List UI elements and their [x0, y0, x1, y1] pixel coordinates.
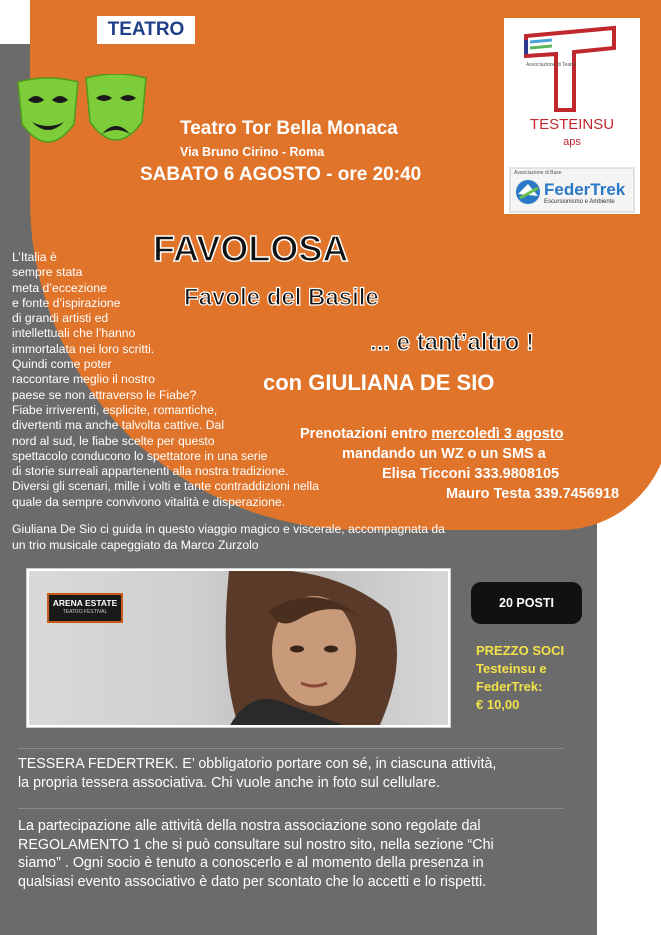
- booking-contact-2: Mauro Testa 339.7456918: [446, 486, 620, 502]
- arena-logo-line1: ARENA ESTATE: [52, 598, 118, 608]
- show-title: FAVOLOSA: [153, 228, 349, 269]
- regolamento-line: La partecipazione alle attività della nostra associazione sono regolate dal: [18, 818, 481, 834]
- price-line: PREZZO SOCI: [476, 643, 565, 658]
- booking-contact-1: Elisa Ticconi 333.9808105: [382, 466, 560, 482]
- federtrek-sub: Escursionismo e Ambiente: [544, 199, 615, 205]
- price-line: € 10,00: [476, 697, 520, 712]
- booking-info: [300, 424, 619, 504]
- divider: [18, 808, 563, 809]
- booking-deadline: [300, 424, 619, 444]
- venue-address: Via Bruno Cirino - Roma: [180, 145, 325, 159]
- divider: [18, 748, 563, 749]
- federtrek-small: Associazione di Base: [514, 170, 562, 176]
- show-subtitle: Favole del Basile: [184, 284, 379, 311]
- photo-image: [29, 571, 448, 725]
- theatre-masks-icon: [12, 74, 152, 164]
- intro-line: paese se non attraverso le Fiabe?: [12, 387, 197, 402]
- intro-line: nord al sud, le fiabe scelte per questo: [12, 433, 215, 448]
- actress-photo: [26, 568, 451, 728]
- intro-line: e fonte d’ispirazione: [12, 295, 121, 310]
- show-subtitle-2: ... e tant’altro !: [370, 329, 535, 356]
- intro-line: immortalata nei loro scritti.: [12, 341, 155, 356]
- intro-line: raccontare meglio il nostro: [12, 372, 155, 387]
- federtrek-name: FederTrek: [544, 180, 626, 199]
- regolamento-line: qualsiasi evento associativo è dato per scontato che lo accetti e lo rispetti.: [18, 873, 487, 890]
- testeinsu-small: Associazione di Teatro: [526, 62, 576, 68]
- price-info: [476, 642, 564, 714]
- arena-estate-logo: [47, 593, 123, 623]
- intro-line: intellettuali che l’hanno: [12, 326, 136, 341]
- booking-prefix: Prenotazioni entro: [300, 426, 432, 442]
- tessera-notice: [18, 755, 496, 792]
- arena-logo-line2: TEATRO FESTIVAL: [62, 609, 108, 615]
- price-line: FederTrek:: [476, 679, 543, 694]
- event-date: SABATO 6 AGOSTO - ore 20:40: [140, 164, 422, 185]
- tessera-line: TESSERA FEDERTREK. E’ obbligatorio portare con sé, in ciascuna attività,: [18, 756, 497, 772]
- booking-method: mandando un WZ o un SMS a: [342, 446, 546, 462]
- booking-deadline-date: mercoledì 3 agosto: [431, 426, 564, 442]
- seats-badge: 20 POSTI: [471, 582, 582, 624]
- tessera-line: la propria tessera associativa. Chi vuole anche in foto sul cellulare.: [18, 774, 440, 791]
- intro-line: sempre stata: [12, 265, 83, 280]
- guide-line: un trio musicale capeggiato da Marco Zurzolo: [12, 538, 259, 552]
- intro-line: L’Italia è: [12, 250, 57, 264]
- intro-line: spettacolo conducono lo spettatore in una serie: [12, 448, 268, 463]
- regolamento-notice: [18, 817, 494, 891]
- regolamento-line: siamo” . Ogni socio è tenuto a conoscerlo e al momento della presenza in: [18, 855, 484, 871]
- price-line: Testeinsu e: [476, 661, 547, 676]
- intro-line: meta d’eccezione: [12, 280, 107, 295]
- intro-line: Diversi gli scenari, mille i volti e tante contraddizioni nella: [12, 479, 319, 494]
- venue-name: Teatro Tor Bella Monaca: [180, 118, 398, 139]
- testeinsu-name: TESTEINSU: [529, 116, 615, 133]
- intro-line: di grandi artisti ed: [12, 311, 109, 326]
- guide-text: [12, 521, 445, 553]
- intro-line: di storie surreali appartenenti alla nostra tradizione.: [12, 464, 289, 479]
- intro-line: Quindi come poter: [12, 357, 112, 372]
- intro-line: divertenti ma anche talvolta cattive. Dal: [12, 418, 225, 433]
- intro-line: Fiabe irriverenti, esplicite, romantiche,: [12, 402, 218, 417]
- show-cast: con GIULIANA DE SIO: [263, 370, 495, 395]
- testeinsu-sub: aps: [563, 136, 581, 148]
- testeinsu-logo: [504, 18, 640, 214]
- guide-line: Giuliana De Sio ci guida in questo viaggio magico e viscerale, accompagnata da: [12, 522, 445, 536]
- regolamento-line: REGOLAMENTO 1 che si può consultare sul nostro sito, nella sezione “Chi: [18, 836, 494, 853]
- intro-line: quale da sempre convivono vitalità e disperazione.: [12, 494, 286, 509]
- category-tag: TEATRO: [97, 16, 195, 44]
